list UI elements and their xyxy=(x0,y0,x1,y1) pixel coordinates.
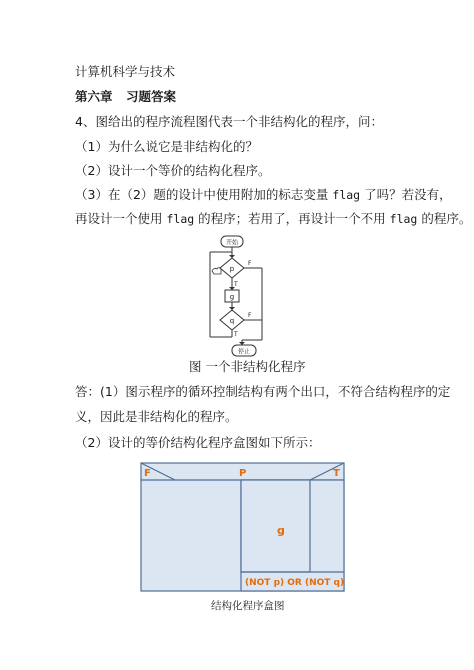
question-sub3-part-e: 的程序。 xyxy=(417,211,472,226)
question-sub2: （2）设计一个等价的结构化程序。 xyxy=(75,163,271,178)
flowchart-p-true-label: T xyxy=(234,281,238,288)
nsd-p-label: P xyxy=(239,468,247,479)
flag-keyword: flag xyxy=(166,212,195,226)
flowchart-g-label: g xyxy=(229,293,235,301)
flowchart-q-label: q xyxy=(229,317,235,325)
flag-keyword: flag xyxy=(332,188,361,202)
question-sub3-part-b: 了吗？若没有， xyxy=(360,187,452,202)
question-sub3-part-a: （3）在（2）题的设计中使用附加的标志变量 xyxy=(75,187,333,202)
nsd-true-label: T xyxy=(333,468,340,479)
question-sub3-part-c: 再设计一个使用 xyxy=(75,211,167,226)
chapter-title: 习题答案 xyxy=(126,89,177,104)
header-title: 计算机科学与技术 xyxy=(75,64,176,79)
figure1-caption: 图 一个非结构化程序 xyxy=(189,359,306,374)
nsd-g-box xyxy=(241,480,310,572)
answer-line2: 义，因此是非结构化的程序。 xyxy=(75,409,238,424)
nsd-g-label: g xyxy=(277,524,285,537)
chapter-number: 第六章 xyxy=(75,89,113,104)
question-line1: 4、图给出的程序流程图代表一个非结构化的程序，问： xyxy=(75,114,383,129)
question-sub3-part-d: 的程序；若用了，再设计一个不用 xyxy=(194,211,390,226)
answer-line1: 答：(1）图示程序的循环控制结构有两个出口，不符合结构程序的定 xyxy=(75,384,451,399)
nsd-condition-label: (NOT p) OR (NOT q) xyxy=(245,578,345,588)
flowchart-q-true-label: T xyxy=(234,331,238,338)
flowchart-end-label: 停止 xyxy=(237,348,251,356)
flowchart-p-false-label: F xyxy=(248,260,252,267)
flowchart-p-label: p xyxy=(229,265,235,273)
flowchart-q-false-label: F xyxy=(248,312,252,319)
flowchart-start-label: 开始 xyxy=(225,239,239,247)
figure2-caption: 结构化程序盒图 xyxy=(211,600,285,612)
flag-keyword: flag xyxy=(389,212,418,226)
nsd-false-label: F xyxy=(144,468,151,479)
question-sub1: （1）为什么说它是非结构化的？ xyxy=(75,139,258,154)
answer-line3: （2）设计的等价结构化程序盒图如下所示： xyxy=(75,435,321,450)
